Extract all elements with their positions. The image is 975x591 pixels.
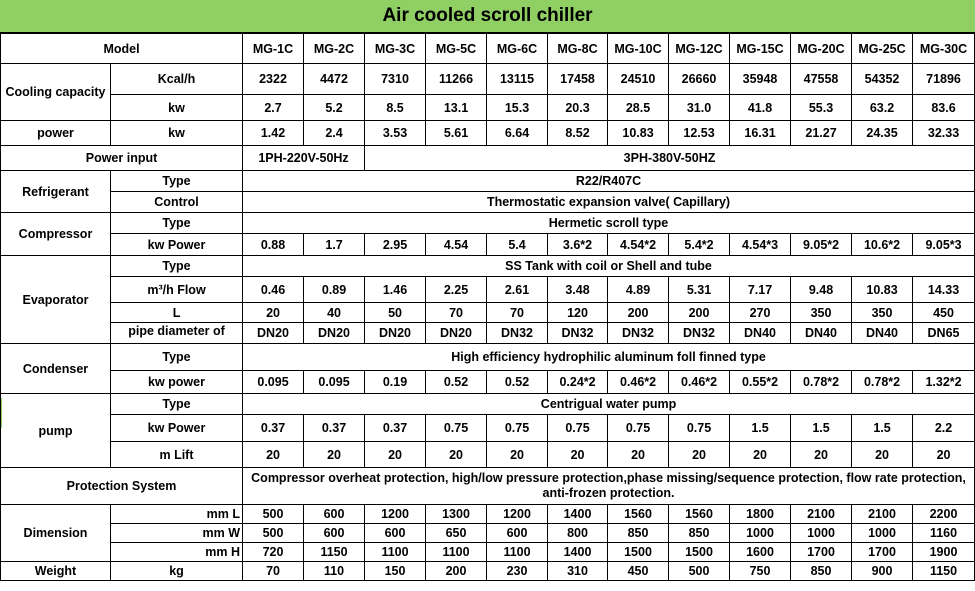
pump-lift-cell: 20 (791, 442, 852, 468)
pump-power-cell: 0.37 (304, 415, 365, 442)
cooling-kw-cell: 15.3 (487, 95, 548, 121)
cooling-kw-cell: 20.3 (548, 95, 608, 121)
condenser-power-cell: 0.52 (426, 371, 487, 394)
compressor-power-cell: 9.05*2 (791, 234, 852, 256)
power-input-3ph: 3PH-380V-50HZ (365, 146, 975, 171)
model-header-cell: MG-6C (487, 34, 548, 64)
power-cell: 10.83 (608, 121, 669, 146)
dimension-length-row (1, 505, 975, 524)
dimension-height-cell: 1150 (304, 543, 365, 562)
refrigerant-control-label: Control (111, 192, 243, 213)
compressor-power-label: kw Power (111, 234, 243, 256)
pump-power-cell: 0.75 (487, 415, 548, 442)
dimension-width-cell: 600 (304, 524, 365, 543)
pump-lift-cell: 20 (426, 442, 487, 468)
dimension-height-cell: 1500 (608, 543, 669, 562)
pump-lift-cell: 20 (487, 442, 548, 468)
evaporator-volume-row (1, 303, 975, 323)
refrigerant-label: Refrigerant (1, 171, 111, 213)
cooling-kcal-cell: 47558 (791, 64, 852, 95)
refrigerant-control-value: Thermostatic expansion valve( Capillary) (243, 192, 975, 213)
evaporator-pipe-label-text: pipe diameter of (128, 324, 225, 338)
model-header-cell: MG-8C (548, 34, 608, 64)
dimension-length-cell: 2200 (913, 505, 975, 524)
evaporator-pipe-cell: DN20 (426, 323, 487, 344)
evaporator-volume-cell: 120 (548, 303, 608, 323)
weight-cell: 70 (243, 562, 304, 581)
pump-lift-cell: 20 (548, 442, 608, 468)
condenser-type-row (1, 344, 975, 371)
dimension-width-label: mm W (111, 524, 243, 543)
dimension-length-cell: 2100 (791, 505, 852, 524)
evaporator-volume-cell: 40 (304, 303, 365, 323)
dimension-width-cell: 650 (426, 524, 487, 543)
model-header-cell: MG-30C (913, 34, 975, 64)
evaporator-volume-cell: 350 (791, 303, 852, 323)
evaporator-pipe-cell: DN32 (487, 323, 548, 344)
dimension-height-label: mm H (111, 543, 243, 562)
weight-unit: kg (111, 562, 243, 581)
pump-power-cell: 0.37 (243, 415, 304, 442)
spec-table-body (1, 34, 975, 581)
dimension-height-row (1, 543, 975, 562)
compressor-power-cell: 3.6*2 (548, 234, 608, 256)
pump-lift-cell: 20 (730, 442, 791, 468)
model-header-label: Model (1, 34, 243, 64)
evaporator-flow-label: m³/h Flow (111, 277, 243, 303)
pump-power-cell: 0.75 (548, 415, 608, 442)
dimension-height-cell: 1600 (730, 543, 791, 562)
dimension-length-cell: 1200 (487, 505, 548, 524)
model-header-cell: MG-3C (365, 34, 426, 64)
dimension-width-cell: 600 (365, 524, 426, 543)
model-header-cell: MG-1C (243, 34, 304, 64)
evaporator-type-value: SS Tank with coil or Shell and tube (243, 256, 975, 277)
compressor-power-cell: 0.88 (243, 234, 304, 256)
refrigerant-type-row (1, 171, 975, 192)
evaporator-label: Evaporator (1, 256, 111, 344)
weight-cell: 850 (791, 562, 852, 581)
evaporator-pipe-cell: DN32 (548, 323, 608, 344)
cooling-kcal-cell: 71896 (913, 64, 975, 95)
power-row (1, 121, 975, 146)
dimension-length-cell: 1560 (608, 505, 669, 524)
cooling-kw-cell: 13.1 (426, 95, 487, 121)
power-cell: 8.52 (548, 121, 608, 146)
power-cell: 21.27 (791, 121, 852, 146)
condenser-power-cell: 0.52 (487, 371, 548, 394)
cooling-kw-unit: kw (111, 95, 243, 121)
weight-cell: 310 (548, 562, 608, 581)
evaporator-flow-cell: 0.89 (304, 277, 365, 303)
evaporator-pipe-row (1, 323, 975, 344)
cooling-kw-cell: 63.2 (852, 95, 913, 121)
model-header-cell: MG-25C (852, 34, 913, 64)
cooling-kw-cell: 41.8 (730, 95, 791, 121)
compressor-power-cell: 5.4*2 (669, 234, 730, 256)
evaporator-flow-cell: 1.46 (365, 277, 426, 303)
pump-power-cell: 0.75 (608, 415, 669, 442)
model-header-cell: MG-20C (791, 34, 852, 64)
pump-power-row (1, 415, 975, 442)
cooling-kcal-cell: 2322 (243, 64, 304, 95)
compressor-power-cell: 4.54*3 (730, 234, 791, 256)
pump-lift-cell: 20 (608, 442, 669, 468)
dimension-height-cell: 1100 (365, 543, 426, 562)
condenser-power-cell: 0.19 (365, 371, 426, 394)
weight-cell: 450 (608, 562, 669, 581)
evaporator-flow-cell: 7.17 (730, 277, 791, 303)
compressor-power-cell: 4.54 (426, 234, 487, 256)
weight-cell: 110 (304, 562, 365, 581)
compressor-type-row (1, 213, 975, 234)
dimension-length-cell: 2100 (852, 505, 913, 524)
power-cell: 2.4 (304, 121, 365, 146)
power-cell: 6.64 (487, 121, 548, 146)
pump-power-cell: 2.2 (913, 415, 975, 442)
pump-power-cell: 1.5 (730, 415, 791, 442)
dimension-height-cell: 1700 (852, 543, 913, 562)
compressor-power-cell: 5.4 (487, 234, 548, 256)
power-cell: 12.53 (669, 121, 730, 146)
dimension-width-cell: 850 (669, 524, 730, 543)
power-input-row (1, 146, 975, 171)
evaporator-pipe-cell: DN40 (791, 323, 852, 344)
evaporator-type-row (1, 256, 975, 277)
evaporator-flow-cell: 14.33 (913, 277, 975, 303)
power-input-1ph: 1PH-220V-50Hz (243, 146, 365, 171)
dimension-height-cell: 720 (243, 543, 304, 562)
protection-row (1, 468, 975, 505)
dimension-width-cell: 600 (487, 524, 548, 543)
dimension-length-cell: 1300 (426, 505, 487, 524)
condenser-power-label: kw power (111, 371, 243, 394)
evaporator-flow-cell: 9.48 (791, 277, 852, 303)
dimension-width-cell: 1000 (730, 524, 791, 543)
evaporator-pipe-cell: DN32 (669, 323, 730, 344)
refrigerant-type-value: R22/R407C (243, 171, 975, 192)
pump-lift-cell: 20 (913, 442, 975, 468)
evaporator-pipe-cell: DN20 (304, 323, 365, 344)
evaporator-pipe-cell: DN40 (730, 323, 791, 344)
evaporator-flow-cell: 2.61 (487, 277, 548, 303)
evaporator-pipe-cell: DN32 (608, 323, 669, 344)
cooling-kcal-cell: 13115 (487, 64, 548, 95)
model-header-cell: MG-2C (304, 34, 365, 64)
cooling-kcal-cell: 4472 (304, 64, 365, 95)
evaporator-volume-cell: 350 (852, 303, 913, 323)
model-header-cell: MG-15C (730, 34, 791, 64)
cooling-kcal-row (1, 64, 975, 95)
cooling-kw-cell: 55.3 (791, 95, 852, 121)
pump-type-label: Type (111, 394, 243, 415)
dimension-width-cell: 1000 (852, 524, 913, 543)
cooling-kcal-cell: 24510 (608, 64, 669, 95)
pump-lift-cell: 20 (852, 442, 913, 468)
compressor-type-label: Type (111, 213, 243, 234)
pump-power-cell: 1.5 (852, 415, 913, 442)
dimension-height-cell: 1100 (426, 543, 487, 562)
pump-lift-cell: 20 (243, 442, 304, 468)
pump-power-label: kw Power (111, 415, 243, 442)
evaporator-volume-cell: 70 (487, 303, 548, 323)
dimension-length-label: mm L (111, 505, 243, 524)
pump-label: pump (1, 394, 111, 468)
weight-cell: 1150 (913, 562, 975, 581)
dimension-width-cell: 1000 (791, 524, 852, 543)
model-header-cell: MG-5C (426, 34, 487, 64)
power-label: power (1, 121, 111, 146)
dimension-height-cell: 1700 (791, 543, 852, 562)
power-input-label: Power input (1, 146, 243, 171)
weight-cell: 500 (669, 562, 730, 581)
power-cell: 16.31 (730, 121, 791, 146)
cooling-capacity-label: Cooling capacity (1, 64, 111, 121)
pump-lift-row (1, 442, 975, 468)
evaporator-flow-cell: 2.25 (426, 277, 487, 303)
evaporator-volume-cell: 50 (365, 303, 426, 323)
condenser-power-cell: 0.095 (243, 371, 304, 394)
dimension-width-cell: 850 (608, 524, 669, 543)
dimension-height-cell: 1400 (548, 543, 608, 562)
dimension-width-cell: 500 (243, 524, 304, 543)
evaporator-pipe-cell: DN20 (365, 323, 426, 344)
pump-lift-cell: 20 (669, 442, 730, 468)
cooling-kcal-cell: 7310 (365, 64, 426, 95)
protection-label: Protection System (1, 468, 243, 505)
compressor-type-value: Hermetic scroll type (243, 213, 975, 234)
condenser-power-cell: 0.46*2 (669, 371, 730, 394)
cooling-kw-row (1, 95, 975, 121)
evaporator-volume-cell: 70 (426, 303, 487, 323)
weight-cell: 150 (365, 562, 426, 581)
evaporator-pipe-cell: DN65 (913, 323, 975, 344)
dimension-length-cell: 1560 (669, 505, 730, 524)
weight-cell: 200 (426, 562, 487, 581)
weight-label: Weight (1, 562, 111, 581)
weight-cell: 230 (487, 562, 548, 581)
evaporator-pipe-label (111, 323, 243, 344)
evaporator-volume-cell: 20 (243, 303, 304, 323)
spec-table (0, 33, 975, 581)
evaporator-flow-row (1, 277, 975, 303)
evaporator-type-label: Type (111, 256, 243, 277)
power-cell: 32.33 (913, 121, 975, 146)
compressor-power-cell: 1.7 (304, 234, 365, 256)
evaporator-volume-cell: 450 (913, 303, 975, 323)
evaporator-flow-cell: 4.89 (608, 277, 669, 303)
condenser-power-cell: 0.55*2 (730, 371, 791, 394)
power-cell: 24.35 (852, 121, 913, 146)
pump-type-row (1, 394, 975, 415)
compressor-label: Compressor (1, 213, 111, 256)
condenser-type-value: High efficiency hydrophilic aluminum foll finned type (243, 344, 975, 371)
evaporator-pipe-cell: DN20 (243, 323, 304, 344)
protection-value: Compressor overheat protection, high/low pressure protection,phase missing/sequence protection, flow rate protection, anti-frozen protection. (243, 468, 975, 505)
condenser-type-label: Type (111, 344, 243, 371)
dimension-width-cell: 1160 (913, 524, 975, 543)
condenser-power-cell: 0.78*2 (791, 371, 852, 394)
weight-cell: 750 (730, 562, 791, 581)
condenser-power-cell: 0.46*2 (608, 371, 669, 394)
dimension-length-cell: 500 (243, 505, 304, 524)
condenser-label: Condenser (1, 344, 111, 394)
cooling-kcal-cell: 35948 (730, 64, 791, 95)
compressor-power-cell: 4.54*2 (608, 234, 669, 256)
dimension-height-cell: 1500 (669, 543, 730, 562)
evaporator-volume-cell: 200 (608, 303, 669, 323)
cooling-kw-cell: 8.5 (365, 95, 426, 121)
evaporator-flow-cell: 5.31 (669, 277, 730, 303)
dimension-width-row (1, 524, 975, 543)
cooling-kw-cell: 5.2 (304, 95, 365, 121)
evaporator-volume-cell: 200 (669, 303, 730, 323)
evaporator-volume-label: L (111, 303, 243, 323)
dimension-length-cell: 1800 (730, 505, 791, 524)
power-cell: 5.61 (426, 121, 487, 146)
cooling-kcal-cell: 11266 (426, 64, 487, 95)
model-header-cell: MG-12C (669, 34, 730, 64)
evaporator-flow-cell: 0.46 (243, 277, 304, 303)
cooling-kcal-cell: 17458 (548, 64, 608, 95)
header-row (1, 34, 975, 64)
compressor-power-cell: 2.95 (365, 234, 426, 256)
power-cell: 3.53 (365, 121, 426, 146)
dimension-length-cell: 1200 (365, 505, 426, 524)
refrigerant-type-label: Type (111, 171, 243, 192)
condenser-power-cell: 0.78*2 (852, 371, 913, 394)
dimension-height-cell: 1900 (913, 543, 975, 562)
pump-power-cell: 1.5 (791, 415, 852, 442)
condenser-power-cell: 1.32*2 (913, 371, 975, 394)
pump-type-value: Centrigual water pump (243, 394, 975, 415)
pump-lift-label: m Lift (111, 442, 243, 468)
evaporator-volume-cell: 270 (730, 303, 791, 323)
pump-lift-cell: 20 (365, 442, 426, 468)
cooling-kw-cell: 31.0 (669, 95, 730, 121)
cooling-kw-cell: 28.5 (608, 95, 669, 121)
dimension-height-cell: 1100 (487, 543, 548, 562)
evaporator-pipe-cell: DN40 (852, 323, 913, 344)
pump-power-cell: 0.37 (365, 415, 426, 442)
weight-cell: 900 (852, 562, 913, 581)
model-header-cell: MG-10C (608, 34, 669, 64)
pump-power-cell: 0.75 (669, 415, 730, 442)
condenser-power-row (1, 371, 975, 394)
dimension-length-cell: 600 (304, 505, 365, 524)
condenser-power-cell: 0.24*2 (548, 371, 608, 394)
dimension-length-cell: 1400 (548, 505, 608, 524)
refrigerant-control-row (1, 192, 975, 213)
pump-lift-cell: 20 (304, 442, 365, 468)
dimension-width-cell: 800 (548, 524, 608, 543)
cooling-kw-cell: 2.7 (243, 95, 304, 121)
condenser-power-cell: 0.095 (304, 371, 365, 394)
table-title: Air cooled scroll chiller (0, 0, 975, 33)
evaporator-flow-cell: 10.83 (852, 277, 913, 303)
cooling-kcal-cell: 54352 (852, 64, 913, 95)
cooling-kcal-cell: 26660 (669, 64, 730, 95)
cooling-kw-cell: 83.6 (913, 95, 975, 121)
compressor-power-cell: 9.05*3 (913, 234, 975, 256)
weight-row (1, 562, 975, 581)
evaporator-flow-cell: 3.48 (548, 277, 608, 303)
power-unit: kw (111, 121, 243, 146)
dimension-label: Dimension (1, 505, 111, 562)
power-cell: 1.42 (243, 121, 304, 146)
cooling-kcal-unit: Kcal/h (111, 64, 243, 95)
pump-power-cell: 0.75 (426, 415, 487, 442)
compressor-power-cell: 10.6*2 (852, 234, 913, 256)
compressor-power-row (1, 234, 975, 256)
